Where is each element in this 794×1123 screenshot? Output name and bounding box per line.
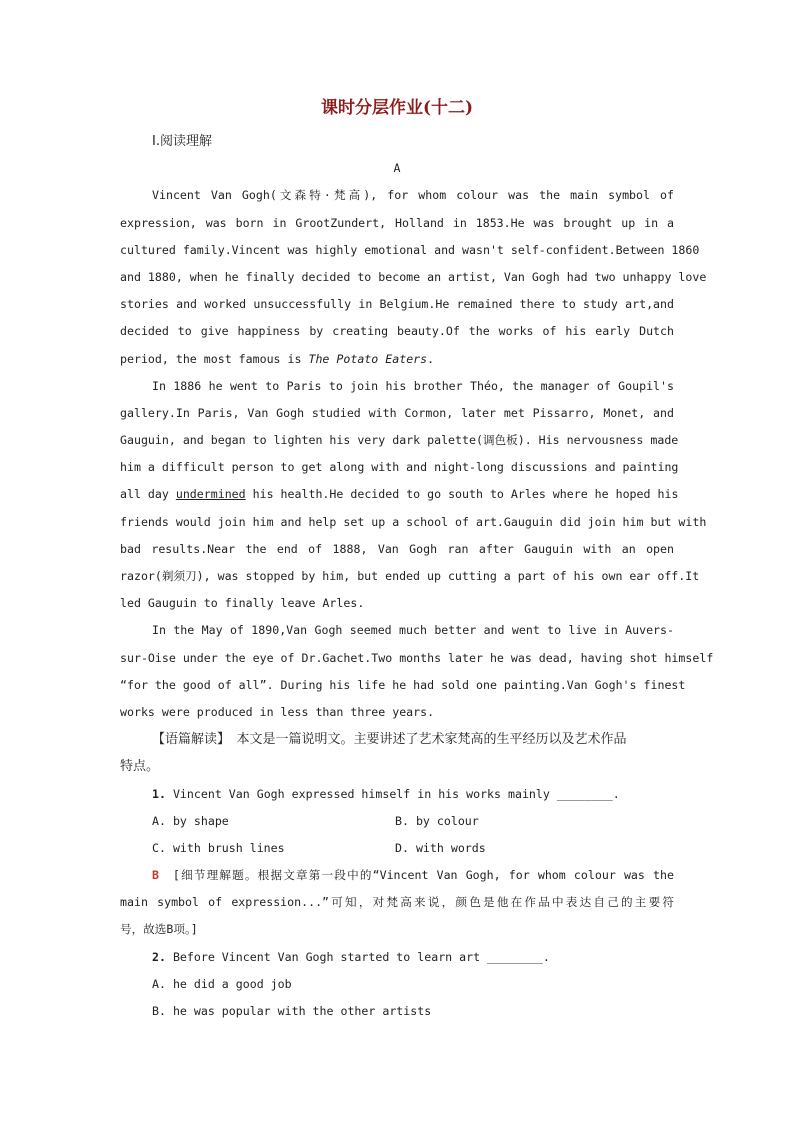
option-a: A. by shape [152,813,229,828]
paragraph-line: sur-Oise under the eye of Dr.Gachet.Two months later he was dead, having shot himself [120,650,714,665]
question-2 [120,944,674,971]
option-d: D. with words [395,840,486,855]
paragraph-line: Gauguin, and began to lighten his very dark palette(调色板). His nervousness made [120,433,679,448]
section-heading: Ⅰ.阅读理解 [152,134,212,149]
text-span: his health.He decided to go south to Arles where he hoped his [245,487,679,502]
paragraph-line: decided to give happiness by creating beauty.Of the works of his early Dutch [120,324,674,339]
paragraph-line: In 1886 he went to Paris to join his brother Théo, the manager of Goupil's [152,378,674,393]
paragraph-line [120,481,679,508]
paragraph-3 [120,617,714,726]
paragraph-line: stories and worked unsuccessfully in Belgium.He remained there to study art,and [120,297,674,312]
paragraph-line: “for the good of all”. During his life he had sold one painting.Van Gogh's finest [120,677,686,692]
answer-line: main symbol of expression...”可知，对梵高来说，颜色是他在作品中表达自己的主要符 [120,895,674,910]
question-text: Vincent Van Gogh expressed himself in his works mainly ________. [165,786,620,801]
paragraph-2 [120,373,707,618]
options-row [120,835,674,862]
paragraph-line: gallery.In Paris, Van Gogh studied with Cormon, later met Pissarro, Monet, and [120,405,674,420]
paragraph-line: bad results.Near the end of 1888, Van Gogh ran after Gauguin with an open [120,541,674,556]
paragraph-line: razor(剃须刀), was stopped by him, but ended up cutting a part of his own ear off.It [120,569,700,583]
question-1 [120,781,674,808]
analysis-line: 【语篇解读】 本文是一篇说明文。主要讲述了艺术家梵高的生平经历以及艺术作品 [152,732,627,748]
paragraph-line: friends would join him and help set up a school of art.Gauguin did join him but with [120,514,707,529]
paragraph-line: and 1880, when he finally decided to become an artist, Van Gogh had two unhappy love [120,269,707,284]
page-title: 课时分层作业(十二) [320,98,474,118]
answer-line [120,862,674,889]
analysis-line: 特点。 [120,759,160,775]
question-text: Before Vincent Van Gogh started to learn art ________. [165,949,550,964]
explanation-text: [细节理解题。根据文章第一段中的“Vincent Van Gogh, for whom colour was the [158,868,674,883]
artwork-title: The Potato Eaters [308,351,428,366]
paragraph-line: him a difficult person to get along with and night-long discussions and painting [120,460,679,475]
answer-line: 号，故选B项。] [120,922,198,937]
option-a: A. he did a good job [152,976,292,991]
underlined-word: undermined [175,487,246,502]
paragraph-1 [120,182,707,372]
option-b: B. he was popular with the other artists [152,1004,432,1018]
question-number: 2. [152,949,166,964]
text-span: period, the most famous is [120,351,309,366]
options-row [120,808,674,835]
paragraph-line [120,346,674,373]
option-c: C. with brush lines [152,840,285,855]
paragraph-line: expression, was born in GrootZundert, Holland in 1853.He was brought up in a [120,215,674,230]
option-b: B. by colour [395,813,479,828]
text-span: . [427,351,435,366]
paragraph-line: In the May of 1890,Van Gogh seemed much better and went to live in Auvers- [152,623,674,638]
text-span: all day [120,487,176,502]
document-page [120,96,714,1025]
paragraph-line: Vincent Van Gogh(文森特·梵高), for whom colour was the main symbol of [152,188,674,203]
passage-label: A [393,161,401,176]
paragraph-line: cultured family.Vincent was highly emotional and wasn't self-confident.Between 1860 [120,242,700,257]
question-number: 1. [152,786,166,801]
paragraph-line: works were produced in less than three years. [120,704,435,719]
answer-letter: B [152,868,159,883]
paragraph-line: led Gauguin to finally leave Arles. [120,596,365,611]
